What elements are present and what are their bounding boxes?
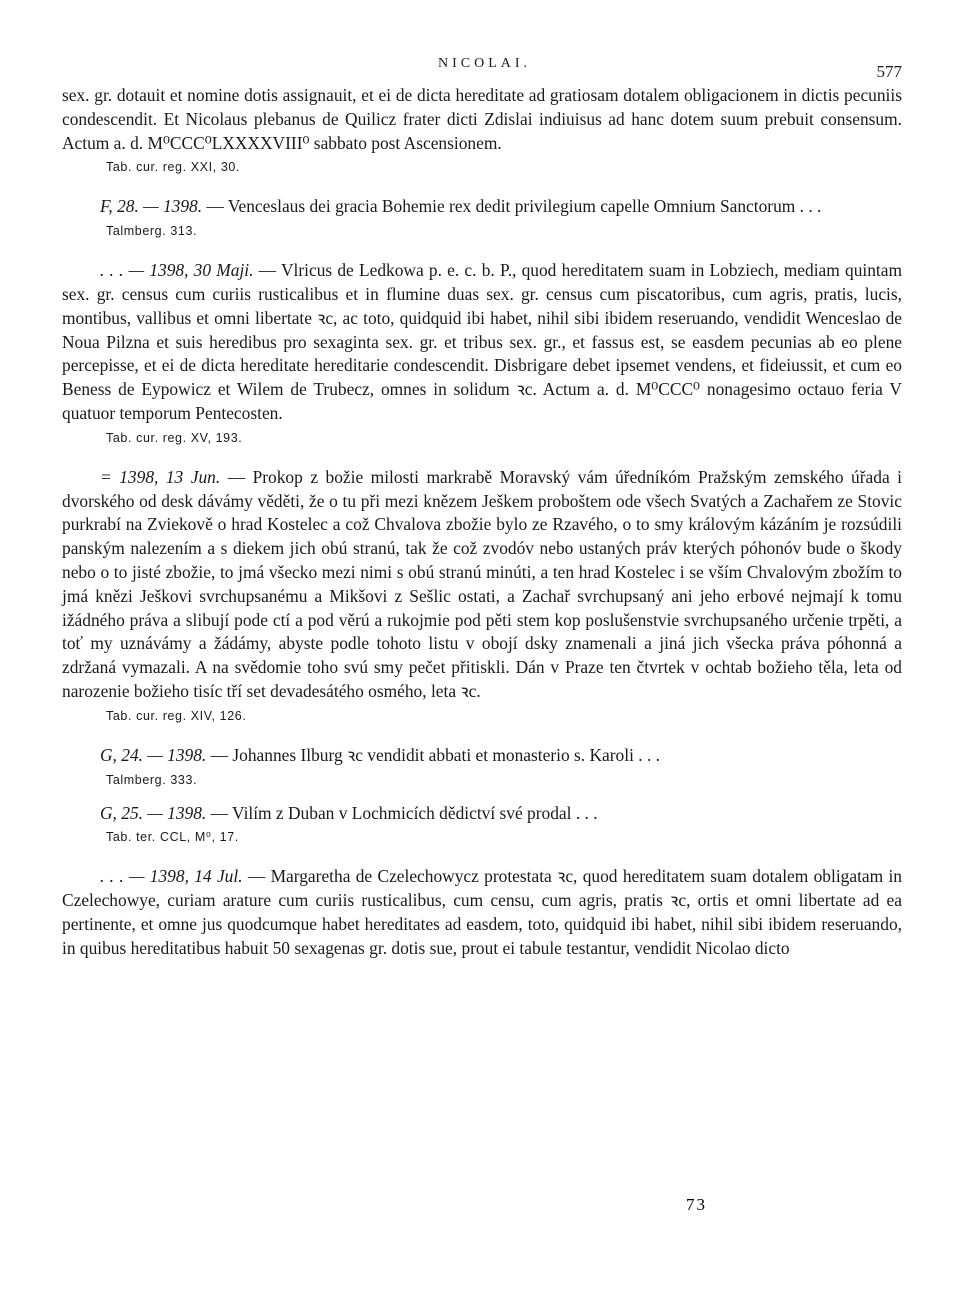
page-header [62,50,902,84]
page [62,50,902,961]
entry-date: . . . — 1398, 30 Maji. [100,260,254,281]
signature-mark: 73 [686,1195,707,1214]
entry-text: — Margaretha de Czelechowycz protestata ꝛc, quod hereditatem suam dotalem obligatam in Czelechowye, curiam arature cum curiis rusticalibus, cum censu, cum agris, pratis ꝛc, ortis et omni libertate ad ea pertinente, et omne jus quodcumque habet hereditates ad easdem, toto, quidquid ibi habet, nihil sibi ibidem reseruando, in quibus hereditatibus habuit 50 sexagenas gr. dotis sue, prout ei tabule testantur, vendidit Nicolao dicto [62,866,902,958]
entry [62,744,902,768]
entry-date: G, 24. — 1398. [100,744,207,765]
entry-text: sex. gr. dotauit et nomine dotis assignauit, et ei de dicta hereditate ad gratiosam dotalem obligacionem in dictis pecuniis condescendit. Et Nicolaus plebanus de Quilicz frater dicti Zdislai indiuisus ad hanc dotem suum prebuit consensum. Actum a. d. M⁰CCC⁰LXXXXVIII⁰ sabbato post Ascensionem. [62,85,902,153]
entry-date: F, 28. — 1398. [100,196,203,217]
entry-date: = 1398, 13 Jun. [100,466,221,487]
entry [62,195,902,219]
entry-date: . . . — 1398, 14 Jul. [100,866,243,887]
source-citation: Talmberg. 333. [106,772,198,787]
running-title: NICOLAI. [438,56,532,71]
entry-date: G, 25. — 1398. [100,802,207,823]
entry [62,466,902,704]
source-citation: Tab. cur. reg. XV, 193. [106,430,243,445]
source-citation: Talmberg. 313. [106,224,198,239]
source-citation: Tab. cur. reg. XXI, 30. [106,160,241,175]
entry [62,259,902,426]
entry-text: — Vilím z Duban v Lochmicích dědictví své prodal . . . [206,802,598,823]
entry [62,865,902,960]
source-citation: Tab. cur. reg. XIV, 126. [106,708,247,723]
entry-text: — Johannes Ilburg ꝛc vendidit abbati et monasterio s. Karoli . . . [206,744,660,765]
entry [62,802,902,826]
entry-text: — Vlricus de Ledkowa p. e. c. b. P., quod hereditatem suam in Lobziech, mediam quintam sex. gr. census cum curiis rusticalibus et in flumine duas sex. gr. census cum piscatoribus, cum agris, pratis, lucis, montibus, vallibus et omni libertate ꝛc, ac toto, quidquid ibi habet, nihil sibi ibidem reseruando, vendidit Wenceslao de Noua Pilzna et suis heredibus pro sexaginta sex. gr. et tribus sex. gr., et fassus est, se easdem pecunias ab eo plene percepisse, et ei de dicta hereditate hereditarie condescendit. Disbrigare debet ipsemet vendens, et fideiussit, et cum eo Beness de Eypowicz et Wilem de Trubecz, omnes in solidum ꝛc. Actum a. d. M⁰CCC⁰ nonagesimo octauo feria V quatuor temporum Pentecosten. [62,260,902,423]
entry-text: — Prokop z božie milosti markrabě Moravský vám úředníkóm Pražským zemského úřada i dvorského od desk dávámy věděti, že o tu při mezi knězem Ješkem proboštem ode všech Svatých a Zachařem ze Stovic purkrabí na Zviekově o hrad Kostelec a což Chvalova zbožie bylo ze Rzavého, o to smy královým kázáním je rozsúdili panským nalezením a s diekem jich obú stranú, tak že což zvodóv nebo ustaných práv kterých póhonóv bude o škody nebo o to jisté zbožie, to jmá všecko mezi nimi s obú stranú minúti, a ten hrad Kostelec i se vším Chvalovým zbožím to jmá knězi Ješkovi svrchupsanému a Mikšovi z Sešlic ostati, a Zachař svrchupsaný ani jeho erbové nejmají k tomu ižádného práva a slibují pode ctí a pod věrú a rukojmie pod pěti stem kop poslušenstvie svrchupsaného určenie trpěti, a toť my uznávámy a žádámy, abyste podle tohoto listu v obojí dsky znamenali a jiná jich všecka práva póhonná a zdržaná vymazali. A na svědomie toho svú smy pečet přitiskli. Dán v Praze ten čtvrtek v ochtab božieho těla, leta od narozenie božieho tisíc tří set devadesátého osmého, leta ꝛc. [62,466,902,701]
source-citation: Tab. ter. CCL, M⁰, 17. [106,830,239,845]
entry-text: — Venceslaus dei gracia Bohemie rex dedit privilegium capelle Omnium Sanctorum . . . [202,196,822,217]
page-number: 577 [876,62,902,81]
